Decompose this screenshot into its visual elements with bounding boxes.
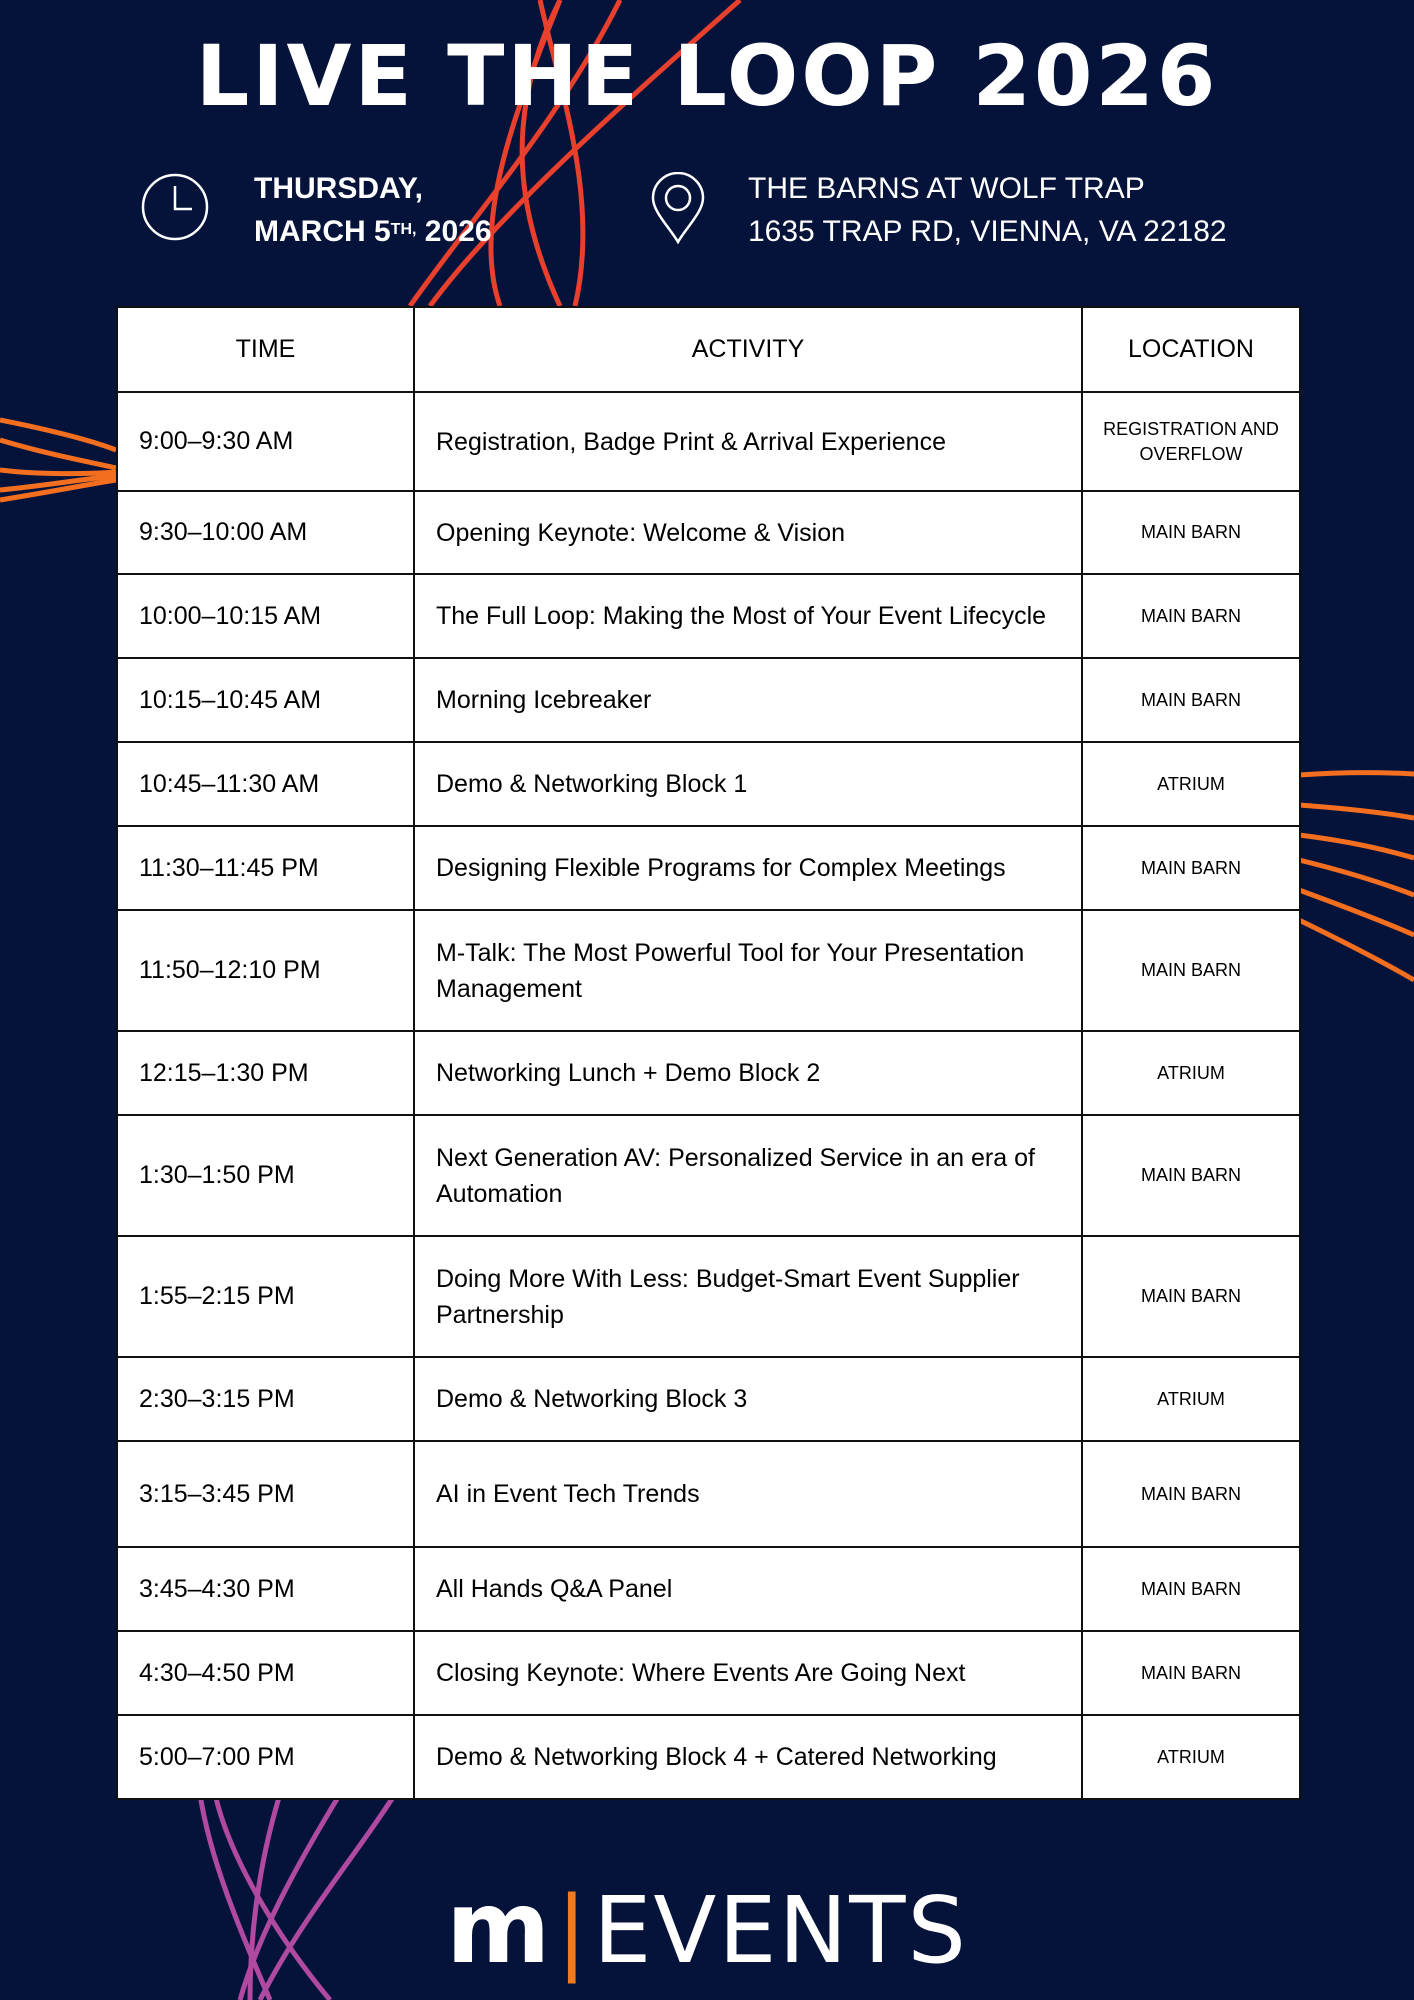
cell-location: ATRIUM: [1082, 1715, 1300, 1799]
table-row: [117, 1547, 1300, 1631]
table-row: [117, 1115, 1300, 1236]
table-row: [117, 491, 1300, 574]
clock-icon: [140, 172, 210, 247]
event-title: LIVE THE LOOP 2026: [195, 27, 1219, 125]
event-date-main: MARCH 5: [254, 215, 391, 248]
cell-location: MAIN BARN: [1082, 491, 1300, 574]
schedule-table: [116, 306, 1301, 1800]
cell-location: MAIN BARN: [1082, 826, 1300, 910]
cell-location: MAIN BARN: [1082, 574, 1300, 658]
cell-activity: Closing Keynote: Where Events Are Going Next: [414, 1631, 1082, 1715]
header-activity: ACTIVITY: [414, 307, 1082, 392]
cell-activity: Designing Flexible Programs for Complex Meetings: [414, 826, 1082, 910]
venue-address: 1635 TRAP RD, VIENNA, VA 22182: [748, 215, 1227, 248]
cell-location: MAIN BARN: [1082, 910, 1300, 1031]
cell-activity: The Full Loop: Making the Most of Your Event Lifecycle: [414, 574, 1082, 658]
cell-time: 11:50–12:10 PM: [117, 910, 414, 1031]
cell-time: 12:15–1:30 PM: [117, 1031, 414, 1115]
cell-location: MAIN BARN: [1082, 1547, 1300, 1631]
cell-location: MAIN BARN: [1082, 1236, 1300, 1357]
cell-activity: AI in Event Tech Trends: [414, 1441, 1082, 1547]
cell-time: 1:30–1:50 PM: [117, 1115, 414, 1236]
table-row: [117, 1715, 1300, 1799]
cell-activity: M-Talk: The Most Powerful Tool for Your Presentation Management: [414, 910, 1082, 1031]
event-date: [254, 167, 492, 253]
cell-activity: Demo & Networking Block 4 + Catered Networking: [414, 1715, 1082, 1799]
cell-time: 3:45–4:30 PM: [117, 1547, 414, 1631]
cell-time: 4:30–4:50 PM: [117, 1631, 414, 1715]
logo-mark: m: [446, 1869, 551, 1986]
cell-time: 9:00–9:30 AM: [117, 392, 414, 491]
cell-activity: Networking Lunch + Demo Block 2: [414, 1031, 1082, 1115]
cell-time: 3:15–3:45 PM: [117, 1441, 414, 1547]
event-date-line: [254, 210, 492, 253]
table-row: [117, 742, 1300, 826]
logo-separator: |: [556, 1877, 588, 1984]
table-row: [117, 392, 1300, 491]
cell-location: MAIN BARN: [1082, 658, 1300, 742]
cell-location: ATRIUM: [1082, 1031, 1300, 1115]
event-date-suffix: TH,: [390, 221, 417, 238]
table-row: [117, 1631, 1300, 1715]
event-year: 2026: [424, 215, 492, 248]
cell-activity: Morning Icebreaker: [414, 658, 1082, 742]
cell-location: ATRIUM: [1082, 742, 1300, 826]
event-day: THURSDAY,: [254, 172, 423, 205]
logo-word: EVENTS: [593, 1877, 968, 1984]
cell-activity: Registration, Badge Print & Arrival Experience: [414, 392, 1082, 491]
cell-time: 10:15–10:45 AM: [117, 658, 414, 742]
table-header-row: [117, 307, 1300, 392]
cell-location: MAIN BARN: [1082, 1115, 1300, 1236]
table-row: [117, 1031, 1300, 1115]
location-pin-icon: [650, 172, 706, 249]
table-row: [117, 826, 1300, 910]
table-row: [117, 658, 1300, 742]
table-row: [117, 1236, 1300, 1357]
m-events-logo: [0, 1869, 1414, 1986]
cell-activity: Next Generation AV: Personalized Service in an era of Automation: [414, 1115, 1082, 1236]
table-row: [117, 910, 1300, 1031]
cell-time: 10:45–11:30 AM: [117, 742, 414, 826]
cell-activity: All Hands Q&A Panel: [414, 1547, 1082, 1631]
cell-activity: Doing More With Less: Budget-Smart Event Supplier Partnership: [414, 1236, 1082, 1357]
table-row: [117, 574, 1300, 658]
cell-time: 1:55–2:15 PM: [117, 1236, 414, 1357]
cell-time: 9:30–10:00 AM: [117, 491, 414, 574]
event-venue: [748, 167, 1227, 253]
table-row: [117, 1357, 1300, 1441]
cell-activity: Demo & Networking Block 3: [414, 1357, 1082, 1441]
cell-time: 5:00–7:00 PM: [117, 1715, 414, 1799]
cell-location: ATRIUM: [1082, 1357, 1300, 1441]
cell-location: MAIN BARN: [1082, 1631, 1300, 1715]
cell-time: 11:30–11:45 PM: [117, 826, 414, 910]
cell-activity: Opening Keynote: Welcome & Vision: [414, 491, 1082, 574]
cell-time: 10:00–10:15 AM: [117, 574, 414, 658]
cell-location: REGISTRATION AND OVERFLOW: [1082, 392, 1300, 491]
header-time: TIME: [117, 307, 414, 392]
cell-time: 2:30–3:15 PM: [117, 1357, 414, 1441]
header-location: LOCATION: [1082, 307, 1300, 392]
table-row: [117, 1441, 1300, 1547]
cell-location: MAIN BARN: [1082, 1441, 1300, 1547]
venue-name: THE BARNS AT WOLF TRAP: [748, 172, 1145, 205]
cell-activity: Demo & Networking Block 1: [414, 742, 1082, 826]
